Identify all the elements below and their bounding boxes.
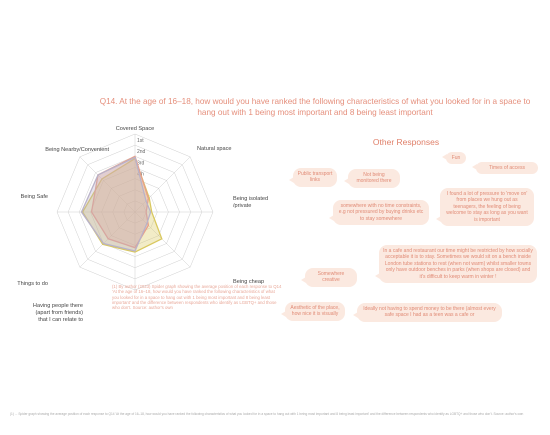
response-bubble: In a cafe and restaurant our time might be restricted by how socially acceptable it is to stay. Sometimes we would sit on a bench inside London tube stations to rest (when not warm) whilst smaller towns only have outdoor benches in parks (when shops are closed) and it's difficult to keep warm in winter ! bbox=[379, 245, 537, 283]
axis-label: Natural space bbox=[197, 146, 232, 152]
axis-label: that I can relate to bbox=[38, 317, 83, 323]
axis-label: Being cheap bbox=[233, 279, 265, 285]
response-bubble: somewhere with no time constraints, e.g not pressured by buying drinks etc to stay somewhere bbox=[333, 200, 429, 225]
rank-label: 4th bbox=[137, 171, 144, 178]
rank-label: 3rd bbox=[137, 160, 145, 167]
response-bubble: Somewhere creative bbox=[305, 268, 357, 287]
axis-label: /private bbox=[233, 203, 252, 209]
response-bubble: Public transport links bbox=[293, 168, 337, 187]
axis-label: Things to do bbox=[17, 281, 48, 287]
axis-label: Covered Space bbox=[115, 126, 155, 132]
figure-caption: (1) By author (2023) Spider graph showing the average position of each response to Q14 'At the age of 16–18, how would you have ranked the following characteristics of what you looked for in a space to hang out with 1 being most important and 8 being least important' and the difference between respondents who identify as LGBTQ+ and those who don't. Source: author's own bbox=[112, 284, 282, 311]
response-bubble: I found a lot of pressure to 'move on' from places we hung out as teenagers, the feeling of being welcome to stay as long as you want is important bbox=[440, 188, 534, 226]
response-bubble: Times of access bbox=[476, 162, 538, 174]
rank-label: 2nd bbox=[137, 149, 146, 156]
axis-label: Being Safe bbox=[20, 194, 48, 200]
rank-label: 1st bbox=[137, 138, 144, 144]
response-bubble: Fun bbox=[446, 152, 466, 164]
axis-label: (apart from friends) bbox=[35, 310, 83, 316]
axis-label: Being Nearby/Convenient bbox=[45, 147, 109, 153]
response-bubble: Ideally not having to spend money to be there (almost every safe space I had as a teen was a cafe or bbox=[357, 303, 502, 322]
response-bubble: Not being monitored there bbox=[348, 169, 400, 188]
chart-title: Q14. At the age of 16–18, how would you have ranked the following characteristics of what you looked for in a space to hang out with 1 being most important and 8 being least important bbox=[99, 97, 531, 117]
axis-label: Being isolated bbox=[233, 196, 269, 202]
other-responses-title: Other Responses bbox=[372, 137, 440, 147]
axis-label: Having people there bbox=[32, 303, 83, 309]
response-bubble: Aesthetic of the place, how nice it is visually bbox=[285, 302, 345, 321]
footnote: (1) ... Spider graph showing the average position of each response to Q14 'At the age of 16–18, how would you have ranked the following characteristics of what you looked for in a space to hang out with 1 being most important and 8 being least important' and the difference between respondents who identify as LGBTQ+ and those who don't. Source: author's own bbox=[10, 412, 524, 416]
